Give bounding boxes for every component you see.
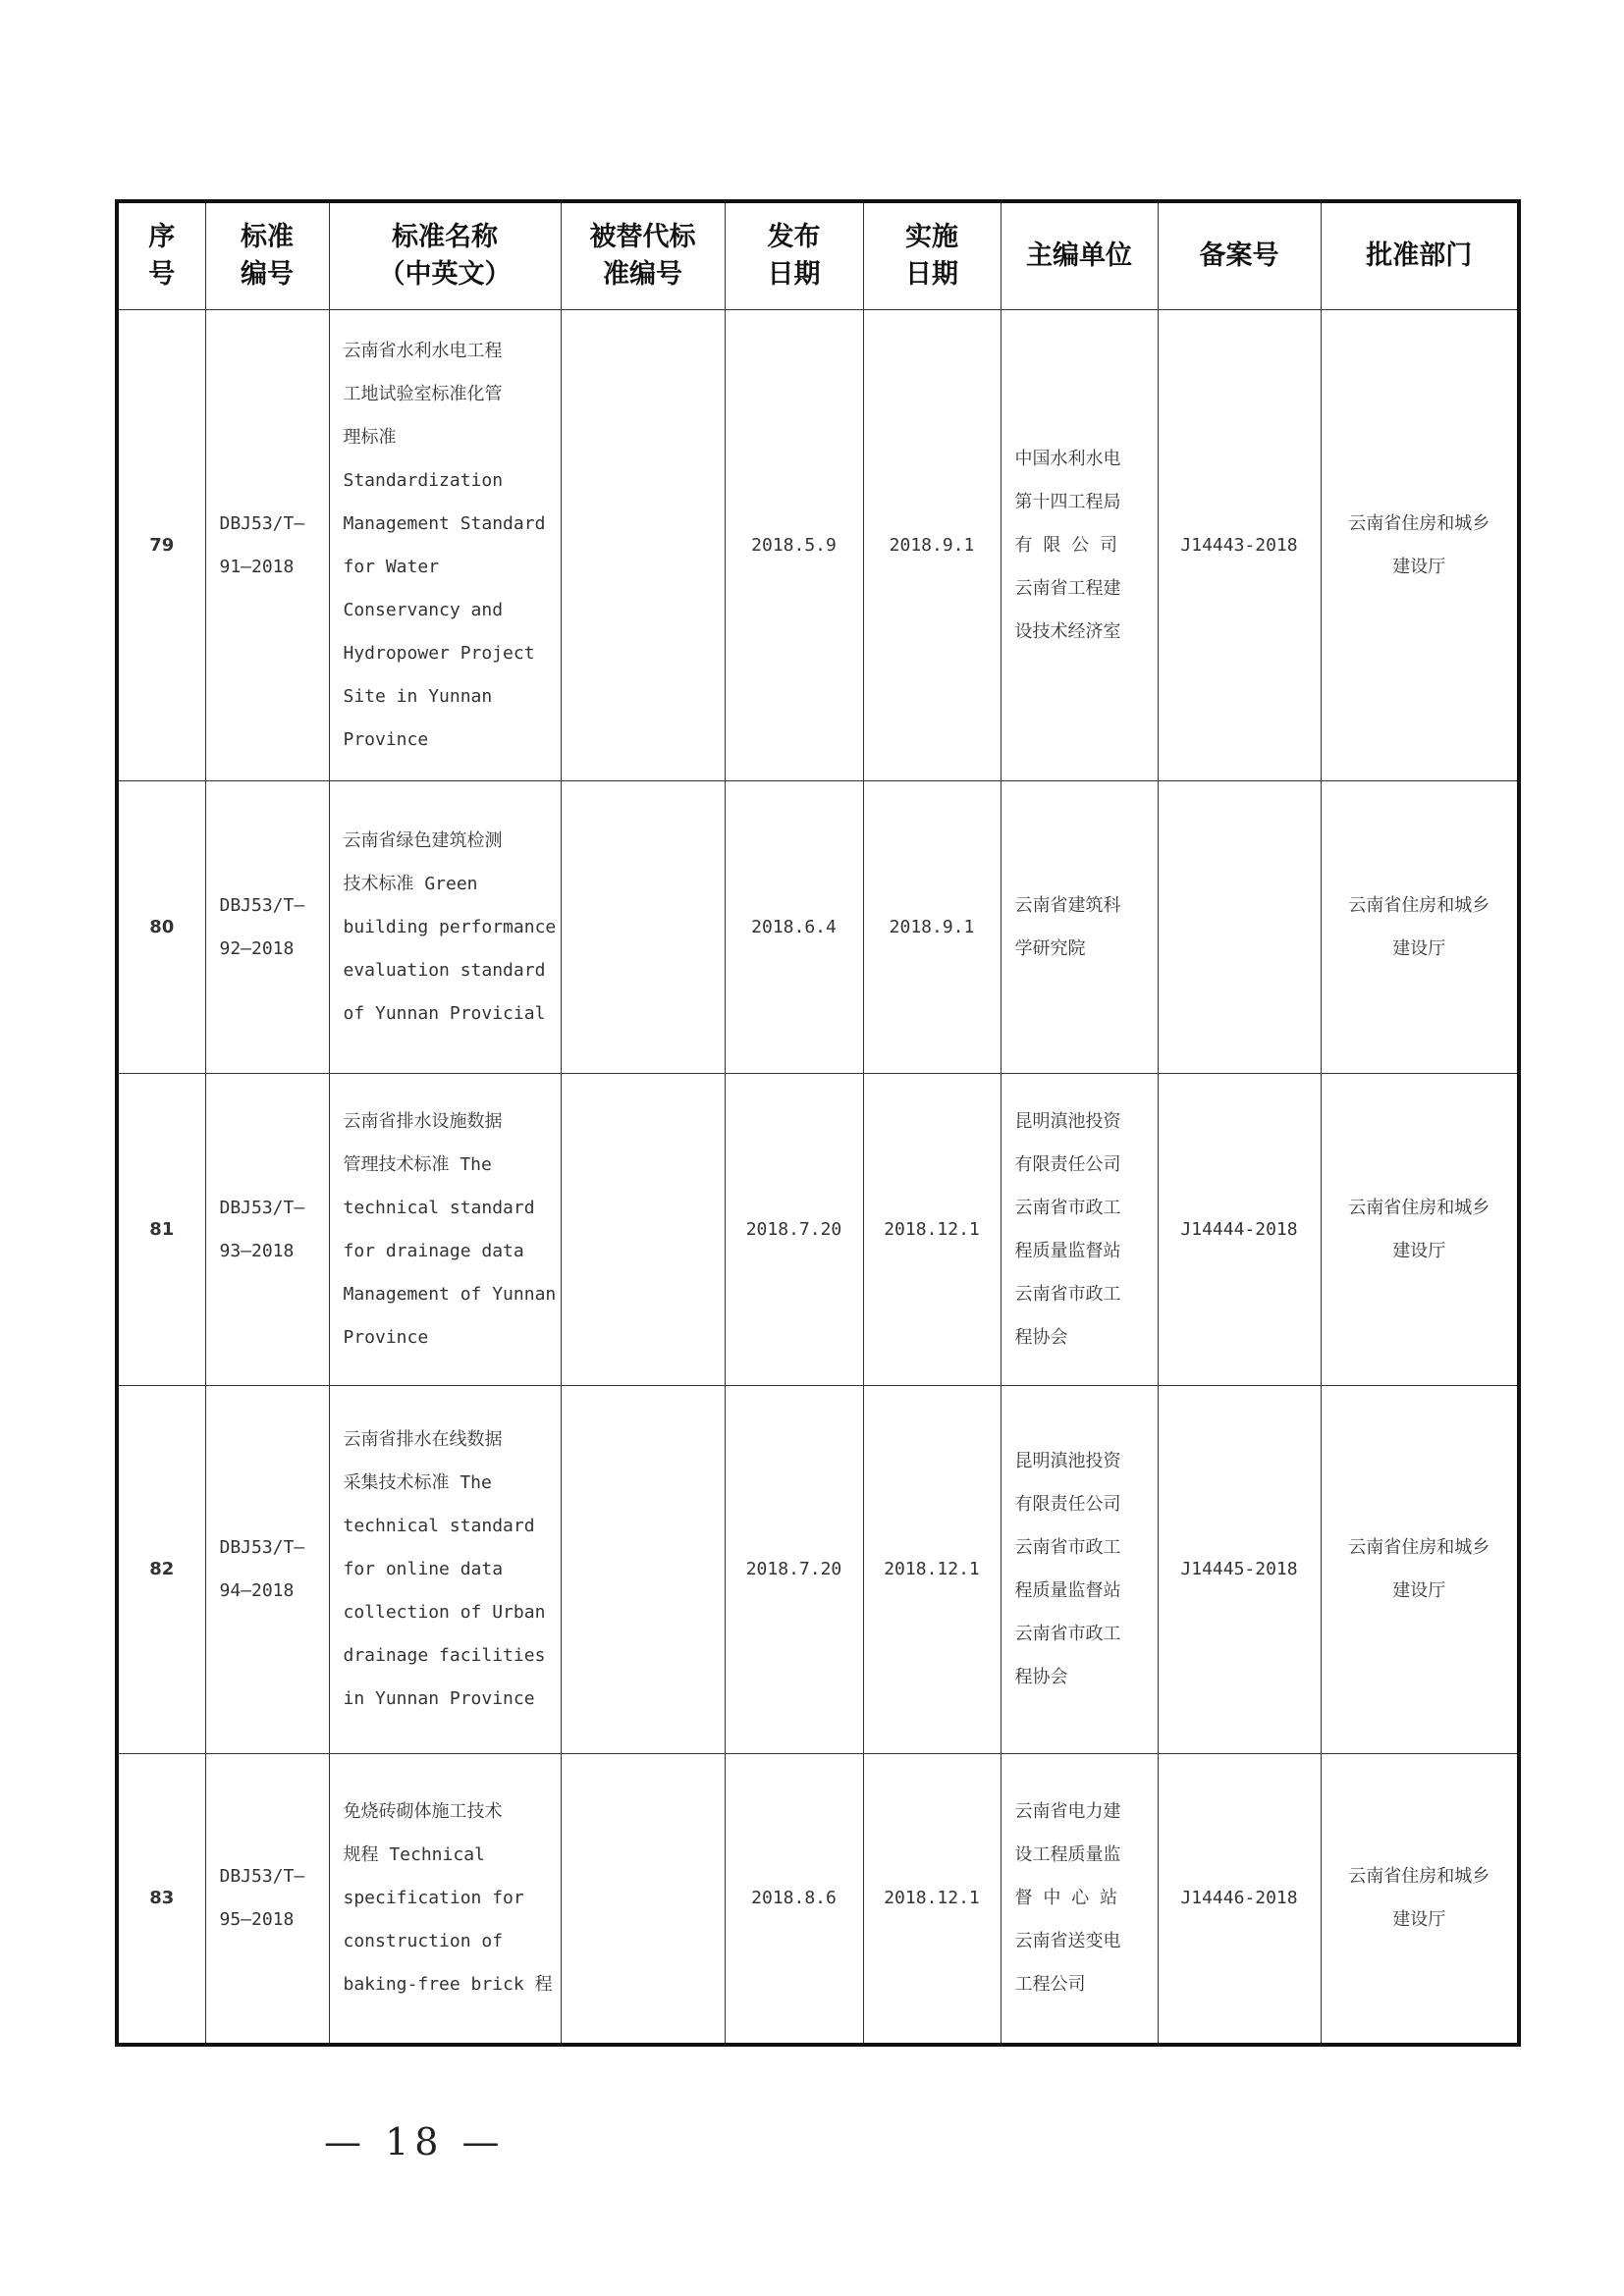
table-row [117, 310, 1519, 781]
cell-record-no [1158, 781, 1321, 1074]
cell-code: DBJ53/T— 94—2018 [205, 1386, 329, 1754]
cell-publish-date: 2018.7.20 [725, 1386, 863, 1754]
cell-publish-date: 2018.5.9 [725, 310, 863, 781]
cell-name: 云南省水利水电工程 工地试验室标准化管 理标准 Standardization Management Standard for Water Conservancy and Hydropower Project Site in Yunnan Province [329, 310, 561, 781]
cell-approval-dept: 云南省住房和城乡 建设厅 [1321, 310, 1519, 781]
cell-implement-date: 2018.9.1 [863, 310, 1001, 781]
cell-replaced [561, 781, 725, 1074]
cell-code: DBJ53/T— 95—2018 [205, 1754, 329, 2045]
standards-table [115, 199, 1521, 2047]
cell-implement-date: 2018.12.1 [863, 1386, 1001, 1754]
cell-record-no: J14445-2018 [1158, 1386, 1321, 1754]
cell-seq: 82 [117, 1386, 205, 1754]
cell-name: 云南省排水在线数据 采集技术标准 The technical standard for online data collection of Urban drainage facilities in Yunnan Province [329, 1386, 561, 1754]
cell-code: DBJ53/T— 91—2018 [205, 310, 329, 781]
cell-editor-unit: 昆明滇池投资 有限责任公司 云南省市政工 程质量监督站 云南省市政工 程协会 [1001, 1386, 1158, 1754]
table-row [117, 781, 1519, 1074]
header-code: 标准 编号 [205, 201, 329, 310]
header-seq: 序 号 [117, 201, 205, 310]
cell-editor-unit: 云南省建筑科 学研究院 [1001, 781, 1158, 1074]
cell-approval-dept: 云南省住房和城乡 建设厅 [1321, 1754, 1519, 2045]
cell-publish-date: 2018.7.20 [725, 1074, 863, 1386]
cell-editor-unit: 昆明滇池投资 有限责任公司 云南省市政工 程质量监督站 云南省市政工 程协会 [1001, 1074, 1158, 1386]
cell-editor-unit: 云南省电力建 设工程质量监 督 中 心 站 云南省送变电 工程公司 [1001, 1754, 1158, 2045]
cell-code: DBJ53/T— 93—2018 [205, 1074, 329, 1386]
cell-approval-dept: 云南省住房和城乡 建设厅 [1321, 1386, 1519, 1754]
table-row [117, 1754, 1519, 2045]
cell-replaced [561, 1074, 725, 1386]
header-implement-date: 实施 日期 [863, 201, 1001, 310]
cell-publish-date: 2018.6.4 [725, 781, 863, 1074]
cell-publish-date: 2018.8.6 [725, 1754, 863, 2045]
cell-replaced [561, 310, 725, 781]
cell-approval-dept: 云南省住房和城乡 建设厅 [1321, 781, 1519, 1074]
header-publish-date: 发布 日期 [725, 201, 863, 310]
cell-seq: 79 [117, 310, 205, 781]
cell-replaced [561, 1386, 725, 1754]
header-record-no: 备案号 [1158, 201, 1321, 310]
cell-implement-date: 2018.12.1 [863, 1074, 1001, 1386]
cell-seq: 80 [117, 781, 205, 1074]
cell-name: 云南省排水设施数据 管理技术标准 The technical standard for drainage data Management of Yunnan Province [329, 1074, 561, 1386]
table-row [117, 1074, 1519, 1386]
cell-record-no: J14443-2018 [1158, 310, 1321, 781]
cell-record-no: J14444-2018 [1158, 1074, 1321, 1386]
cell-name: 免烧砖砌体施工技术 规程 Technical specification for construction of baking-free brick 程 [329, 1754, 561, 2045]
cell-code: DBJ53/T— 92—2018 [205, 781, 329, 1074]
cell-record-no: J14446-2018 [1158, 1754, 1321, 2045]
cell-approval-dept: 云南省住房和城乡 建设厅 [1321, 1074, 1519, 1386]
header-editor-unit: 主编单位 [1001, 201, 1158, 310]
cell-implement-date: 2018.12.1 [863, 1754, 1001, 2045]
header-approval-dept: 批准部门 [1321, 201, 1519, 310]
cell-implement-date: 2018.9.1 [863, 781, 1001, 1074]
table-row [117, 1386, 1519, 1754]
cell-name: 云南省绿色建筑检测 技术标准 Green building performance evaluation standard of Yunnan Provicial [329, 781, 561, 1074]
header-name: 标准名称 （中英文） [329, 201, 561, 310]
header-replaced: 被替代标 准编号 [561, 201, 725, 310]
cell-editor-unit: 中国水利水电 第十四工程局 有 限 公 司 云南省工程建 设技术经济室 [1001, 310, 1158, 781]
page-number: — 18 — [324, 2120, 506, 2163]
cell-replaced [561, 1754, 725, 2045]
table-header-row [117, 201, 1519, 310]
cell-seq: 81 [117, 1074, 205, 1386]
cell-seq: 83 [117, 1754, 205, 2045]
